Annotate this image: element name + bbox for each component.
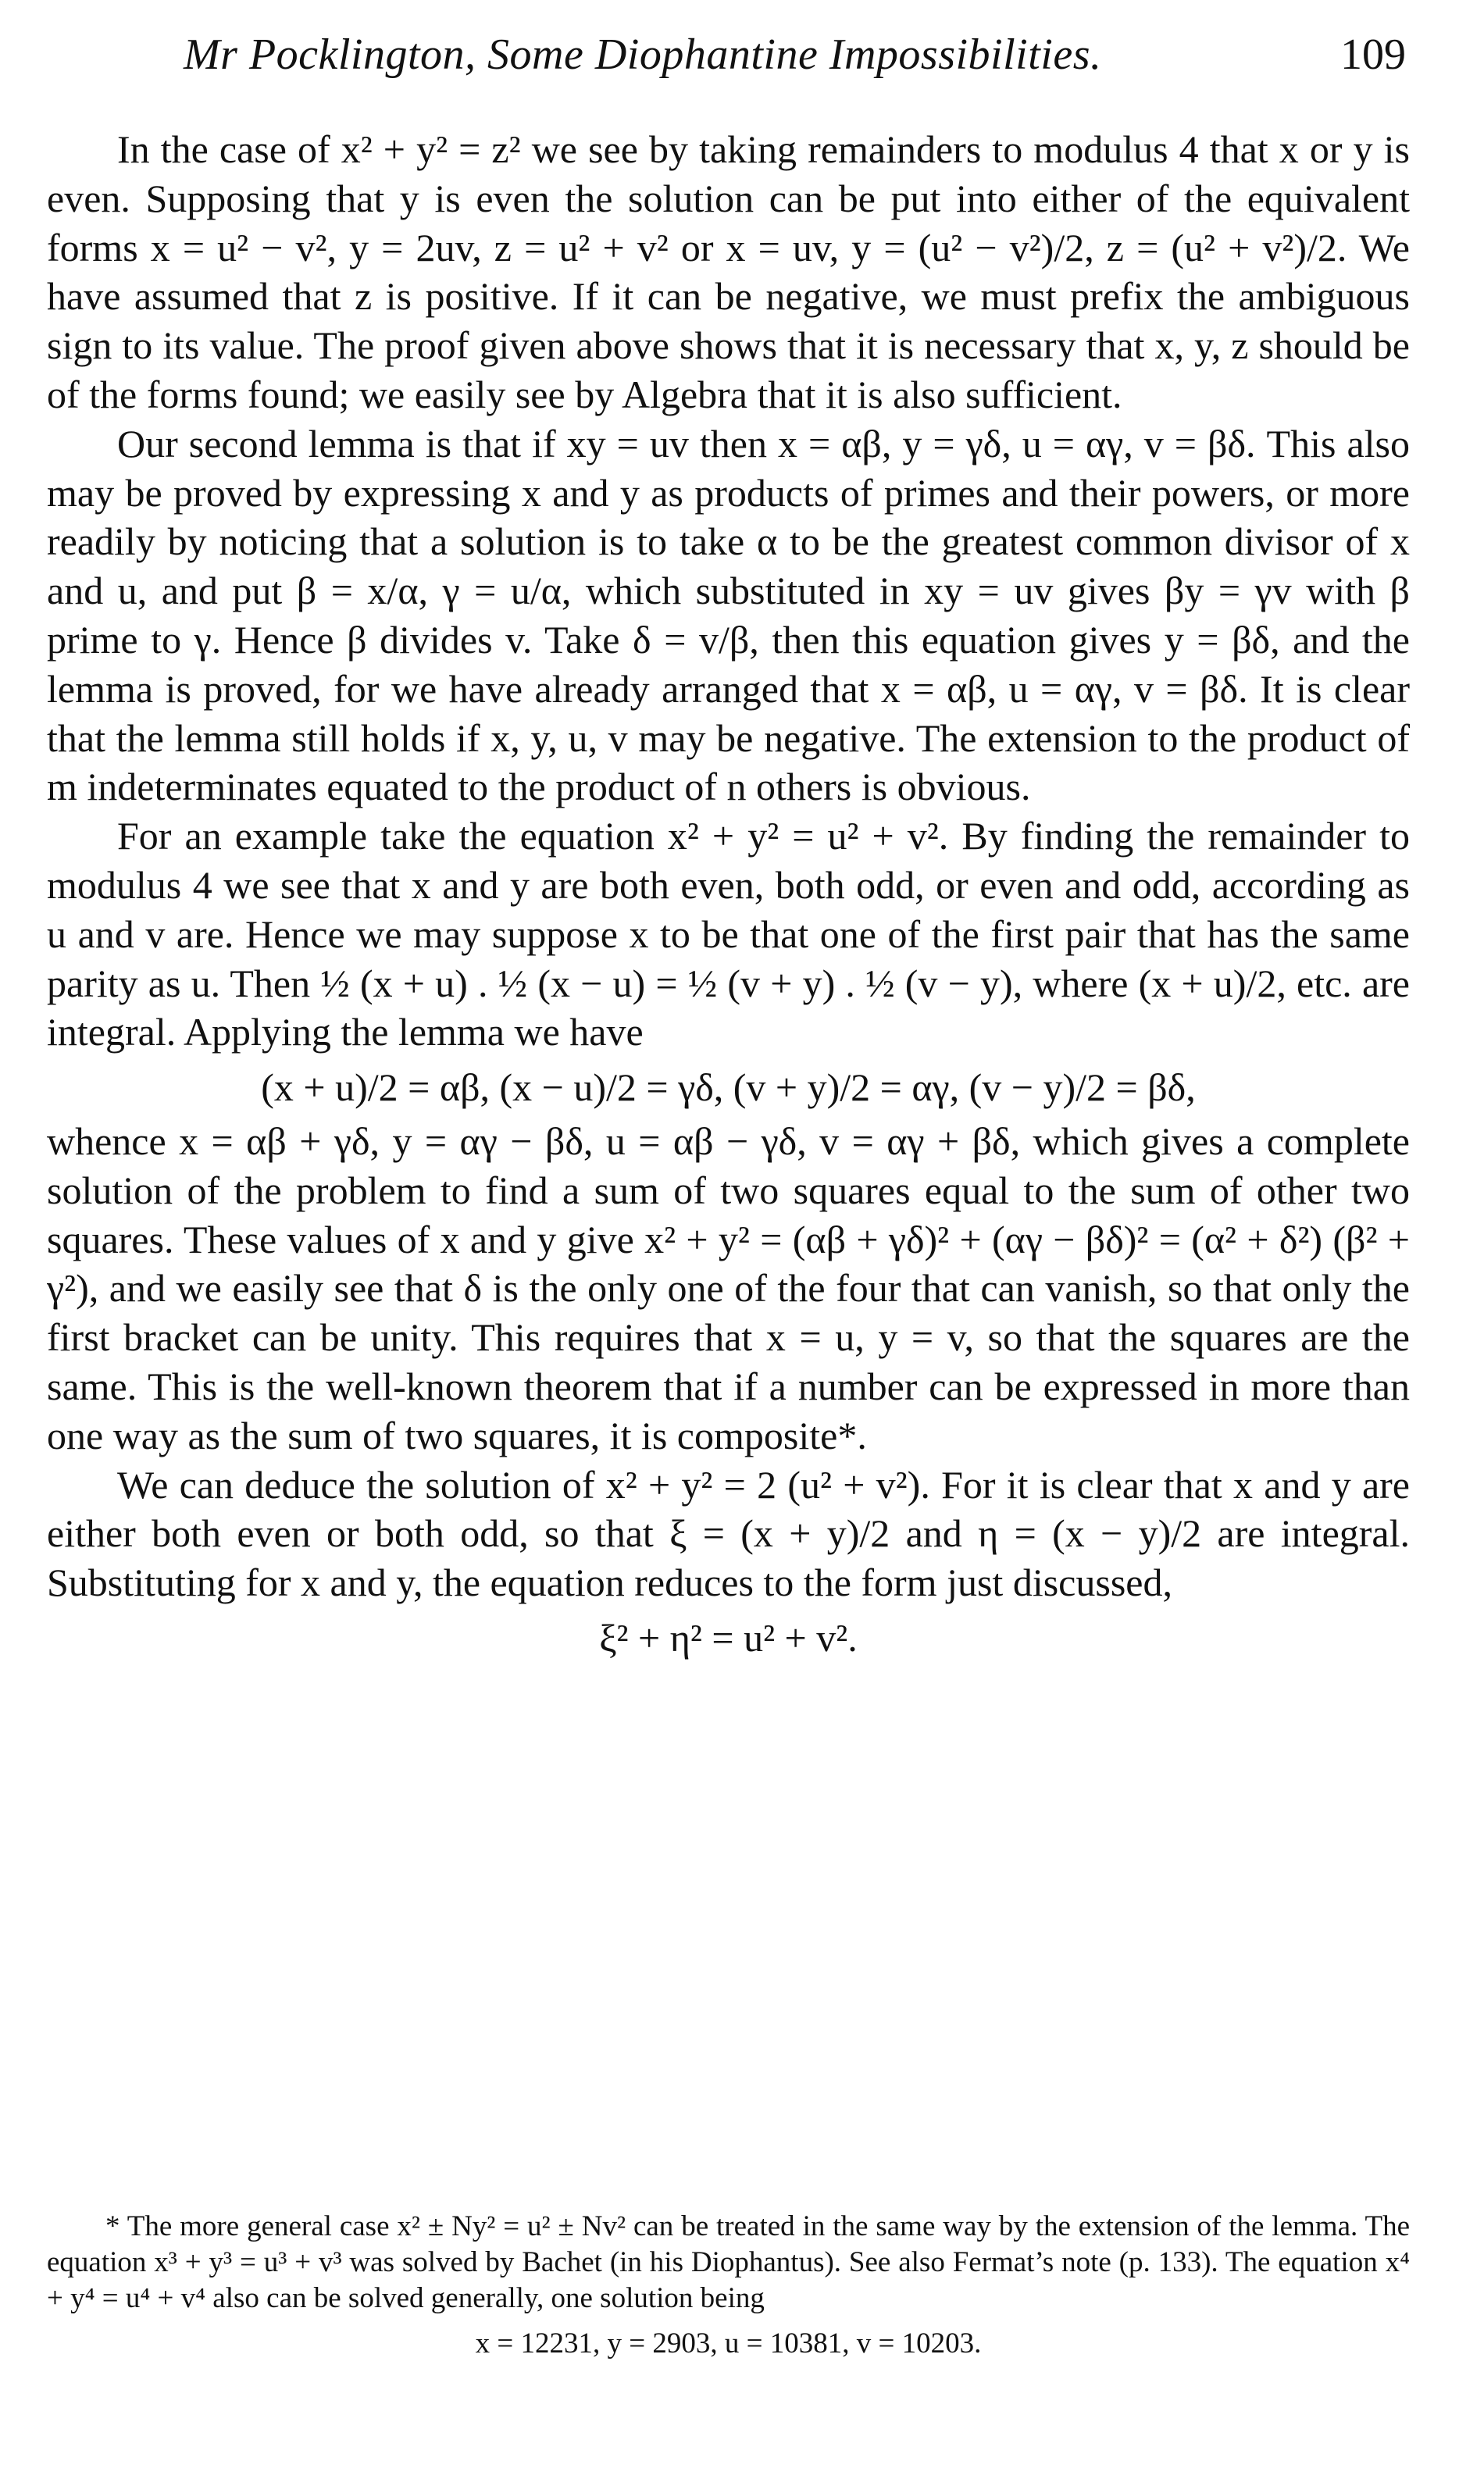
display-equation: ξ² + η² = u² + v².: [599, 1615, 858, 1660]
paragraph: For an example take the equation x² + y² = u² + v². By finding the remainder to modulus 4 we see that x and y are both even, both odd, or even and odd, according as u and v are. Hence we may suppose x to be that one of the first pair that has the same parity as u. Then ½ (x + u) . ½ (x − u) = ½ (v + y) . ½ (v − y), where (x + u)/2, etc. are integral. Applying the lemma we have: [47, 814, 1410, 1054]
footnote: * The more general case x² ± Ny² = u² ± Nv² can be treated in the same way by the extension of the lemma. The equation x³ + y³ = u³ + v³ was solved by Bachet (in his Diophantus). See also Fermat’s note (p. 133). The equation x⁴ + y⁴ = u⁴ + v⁴ also can be solved generally, one solution being: [47, 2210, 1410, 2314]
footnote-block: [47, 2209, 1410, 2362]
paragraph: Our second lemma is that if xy = uv then x = αβ, y = γδ, u = αγ, v = βδ. This also may be proved by expressing x and y as products of primes and their powers, or more readily by noticing that a solution is to take α to be the greatest common divisor of x and u, and put β = x/α, γ = u/α, which substituted in xy = uv gives βy = γv with β prime to γ. Hence β divides v. Take δ = v/β, then this equation gives y = βδ, and the lemma is proved, for we have already arranged that x = αβ, u = αγ, v = βδ. It is clear that the lemma still holds if x, y, u, v may be negative. The extension to the product of m indeterminates equated to the product of n others is obvious.: [47, 421, 1410, 809]
main-text: [47, 125, 1410, 1668]
footnote-equation: x = 12231, y = 2903, u = 10381, v = 10203.: [475, 2327, 982, 2360]
page-header: [47, 30, 1406, 84]
paragraph: whence x = αβ + γδ, y = αγ − βδ, u = αβ − γδ, v = αγ + βδ, which gives a complete solution of the problem to find a sum of two squares equal to the sum of other two squares. These values of x and y give x² + y² = (αβ + γδ)² + (αγ − βδ)² = (α² + δ²) (β² + γ²), and we easily see that δ is the only one of the four that can vanish, so that only the first bracket can be unity. This requires that x = u, y = v, so that the squares are the same. This is the well-known theorem that if a number can be expressed in more than one way as the sum of two squares, it is composite*.: [47, 1118, 1410, 1457]
display-equation: (x + u)/2 = αβ, (x − u)/2 = γδ, (v + y)/2 = αγ, (v − y)/2 = βδ,: [261, 1065, 1196, 1110]
page-number: 109: [1340, 30, 1406, 79]
running-title: Mr Pocklington, Some Diophantine Impossibilities.: [184, 30, 1102, 79]
paragraph: We can deduce the solution of x² + y² = 2 (u² + v²). For it is clear that x and y are either both even or both odd, so that ξ = (x + y)/2 and η = (x − y)/2 are integral. Substituting for x and y, the equation reduces to the form just discussed,: [47, 1462, 1410, 1605]
paragraph: In the case of x² + y² = z² we see by taking remainders to modulus 4 that x or y is even. Supposing that y is even the solution can be put into either of the equivalent forms x = u² − v², y = 2uv, z = u² + v² or x = uv, y = (u² − v²)/2, z = (u² + v²)/2. We have assumed that z is positive. If it can be negative, we must prefix the ambiguous sign to its value. The proof given above shows that it is necessary that x, y, z should be of the forms found; we easily see by Algebra that it is also sufficient.: [47, 127, 1410, 416]
